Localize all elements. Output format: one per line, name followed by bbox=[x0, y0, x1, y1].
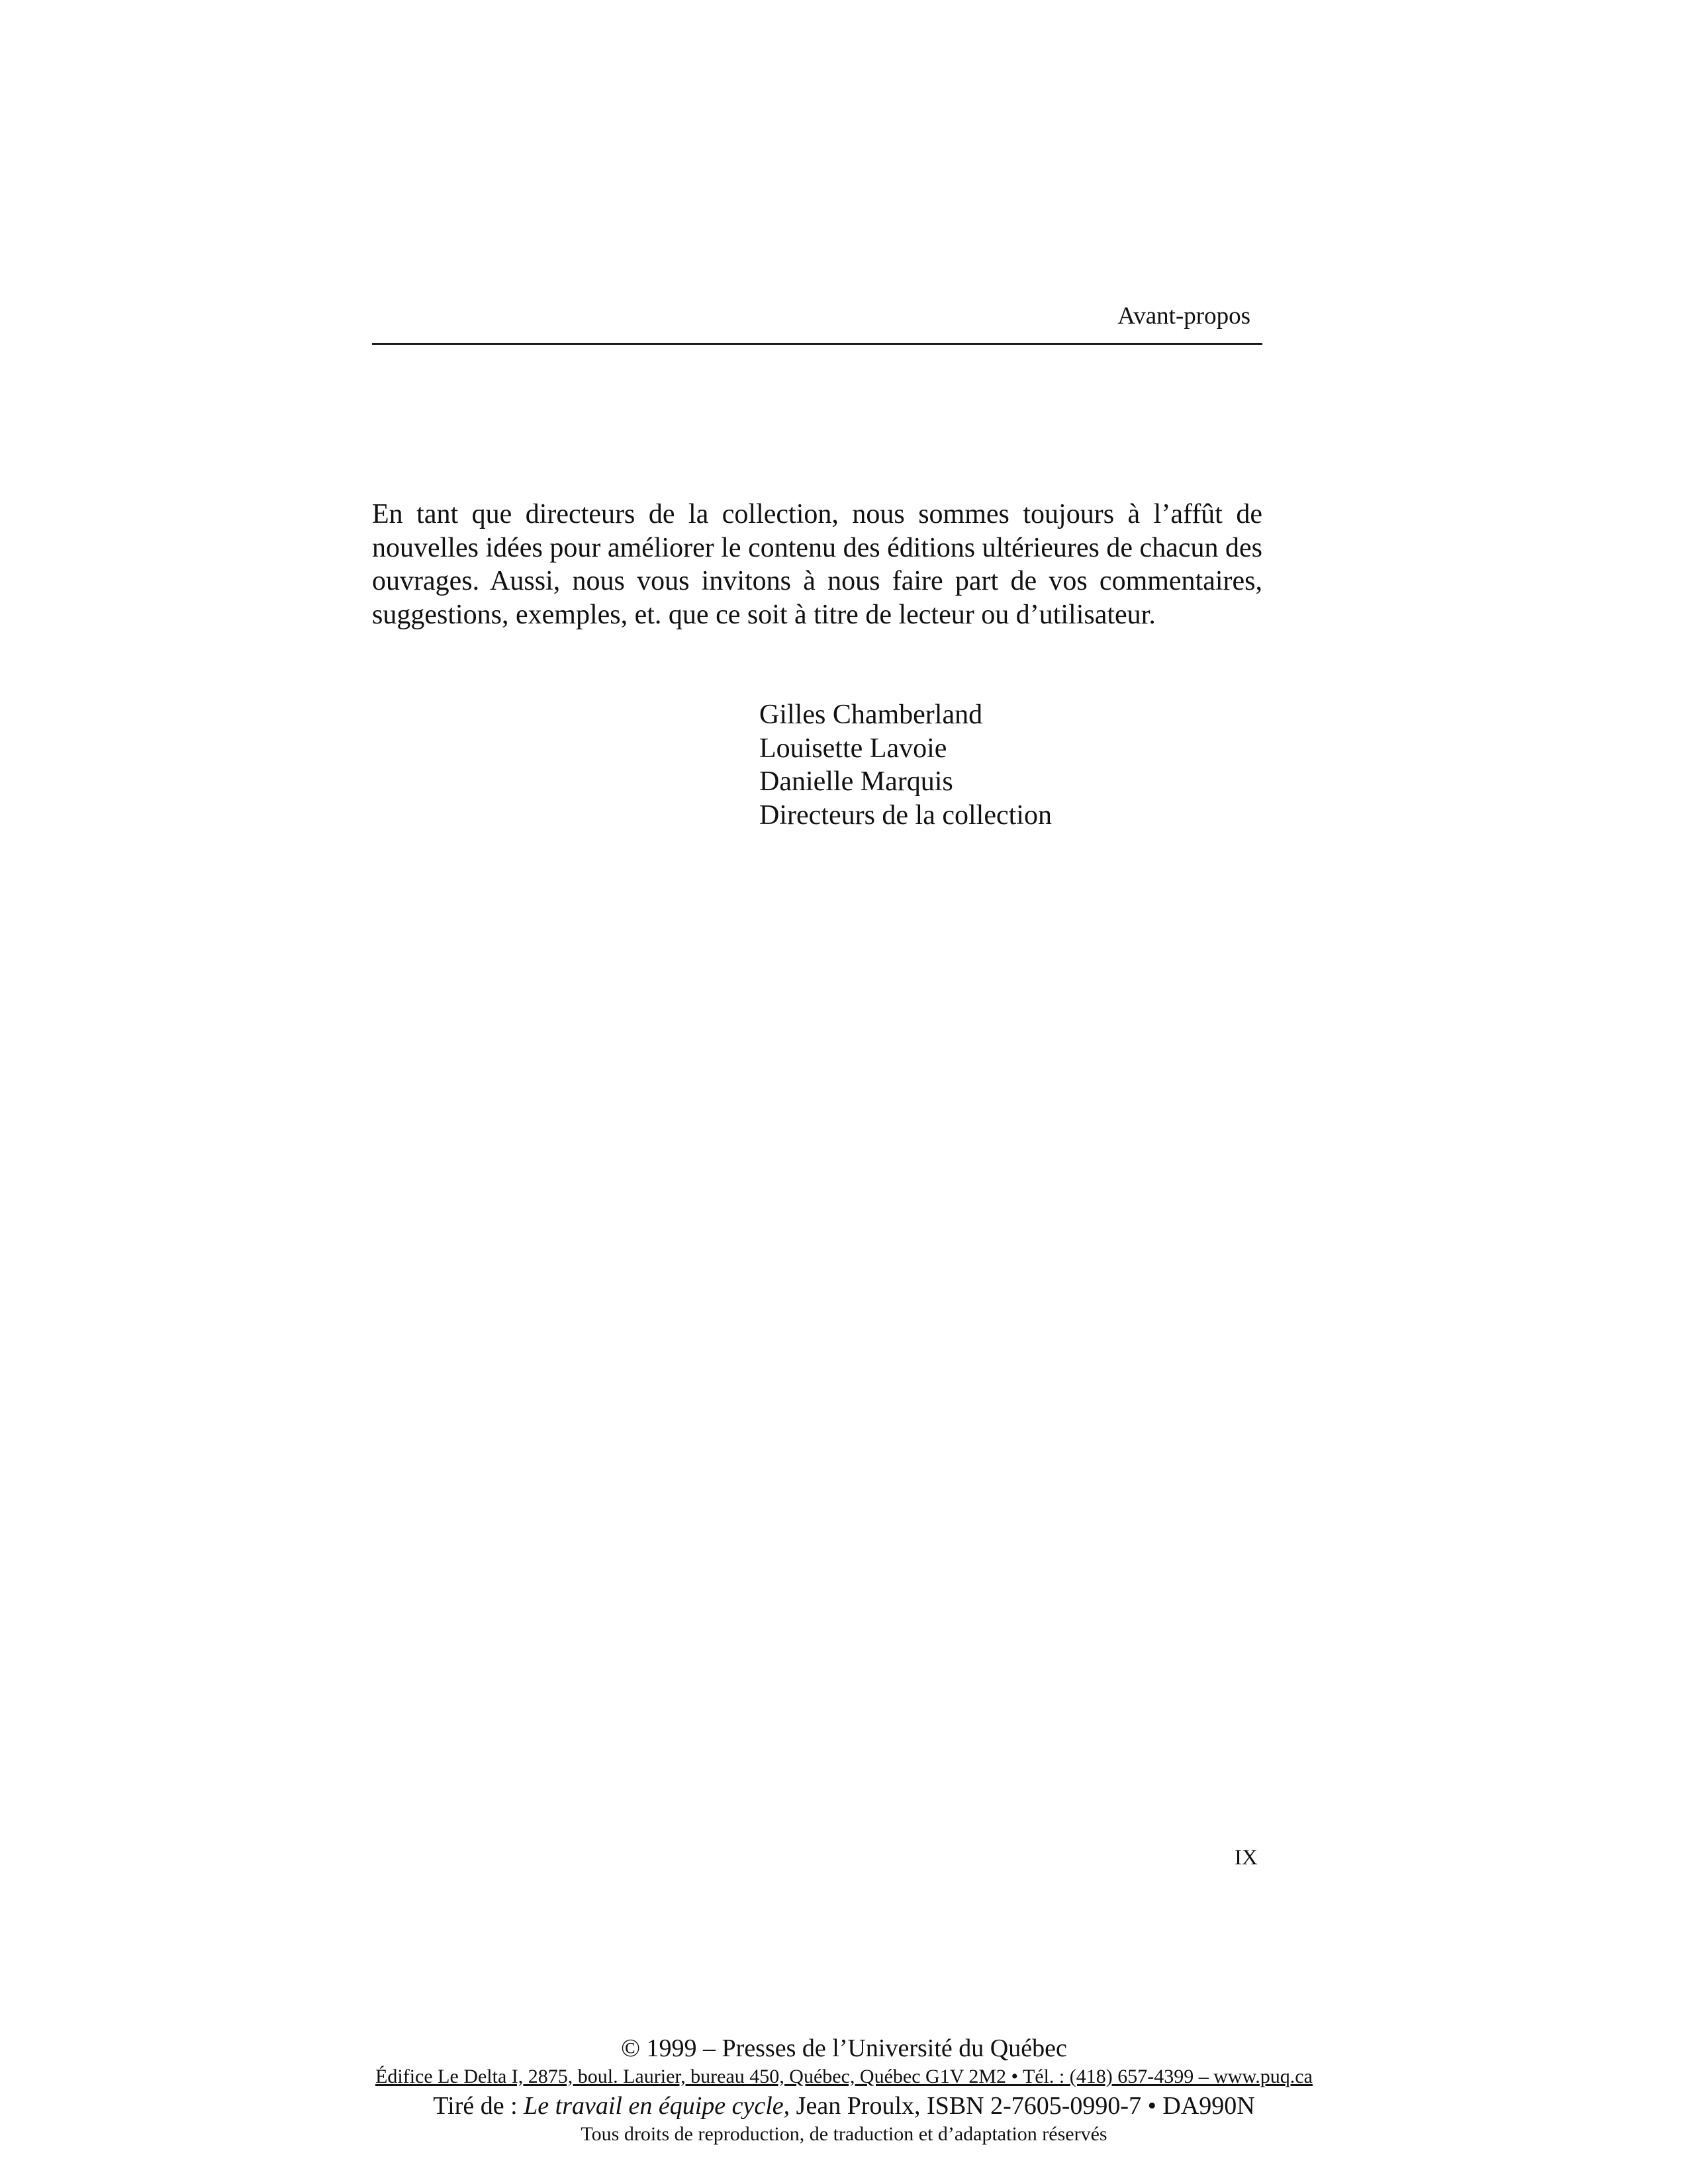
header-title: Avant-propos bbox=[1117, 302, 1250, 330]
signature-role: Directeurs de la collection bbox=[759, 799, 1052, 831]
signature-name: Danielle Marquis bbox=[759, 766, 953, 797]
footer-copyright: © 1999 – Presses de l’Université du Québec bbox=[621, 2034, 1067, 2062]
footer-source-prefix: Tiré de : bbox=[433, 2092, 524, 2120]
footer-address: Édifice Le Delta I, 2875, boul. Laurier, bureau 450, Québec, Québec G1V 2M2 • Tél. : (418) 657-4399 – www.puq.ca bbox=[375, 2066, 1313, 2087]
footer bbox=[0, 2032, 1688, 2146]
footer-source bbox=[0, 2089, 1688, 2122]
footer-book-title: Le travail en équipe cycle, bbox=[524, 2092, 790, 2120]
footer-source-details: Jean Proulx, ISBN 2-7605-0990-7 • DA990N bbox=[790, 2092, 1255, 2120]
footer-rights: Tous droits de reproduction, de traduction et d’adaptation réservés bbox=[581, 2123, 1107, 2145]
running-header bbox=[372, 296, 1262, 345]
page-number: IX bbox=[1235, 1846, 1258, 1870]
signature-block bbox=[759, 698, 1052, 832]
body-paragraph: En tant que directeurs de la collection, nous sommes toujours à l’affût de nouvelles idées pour améliorer le contenu des éditions ultérieures de chacun des ouvrages. Aussi, nous vous invitons à nous faire part de vos commentaires, suggestions, exemples, et. que ce soit à titre de lecteur ou d’utilisateur. bbox=[372, 499, 1262, 630]
signature-name: Gilles Chamberland bbox=[759, 700, 983, 730]
signature-name: Louisette Lavoie bbox=[759, 733, 947, 764]
